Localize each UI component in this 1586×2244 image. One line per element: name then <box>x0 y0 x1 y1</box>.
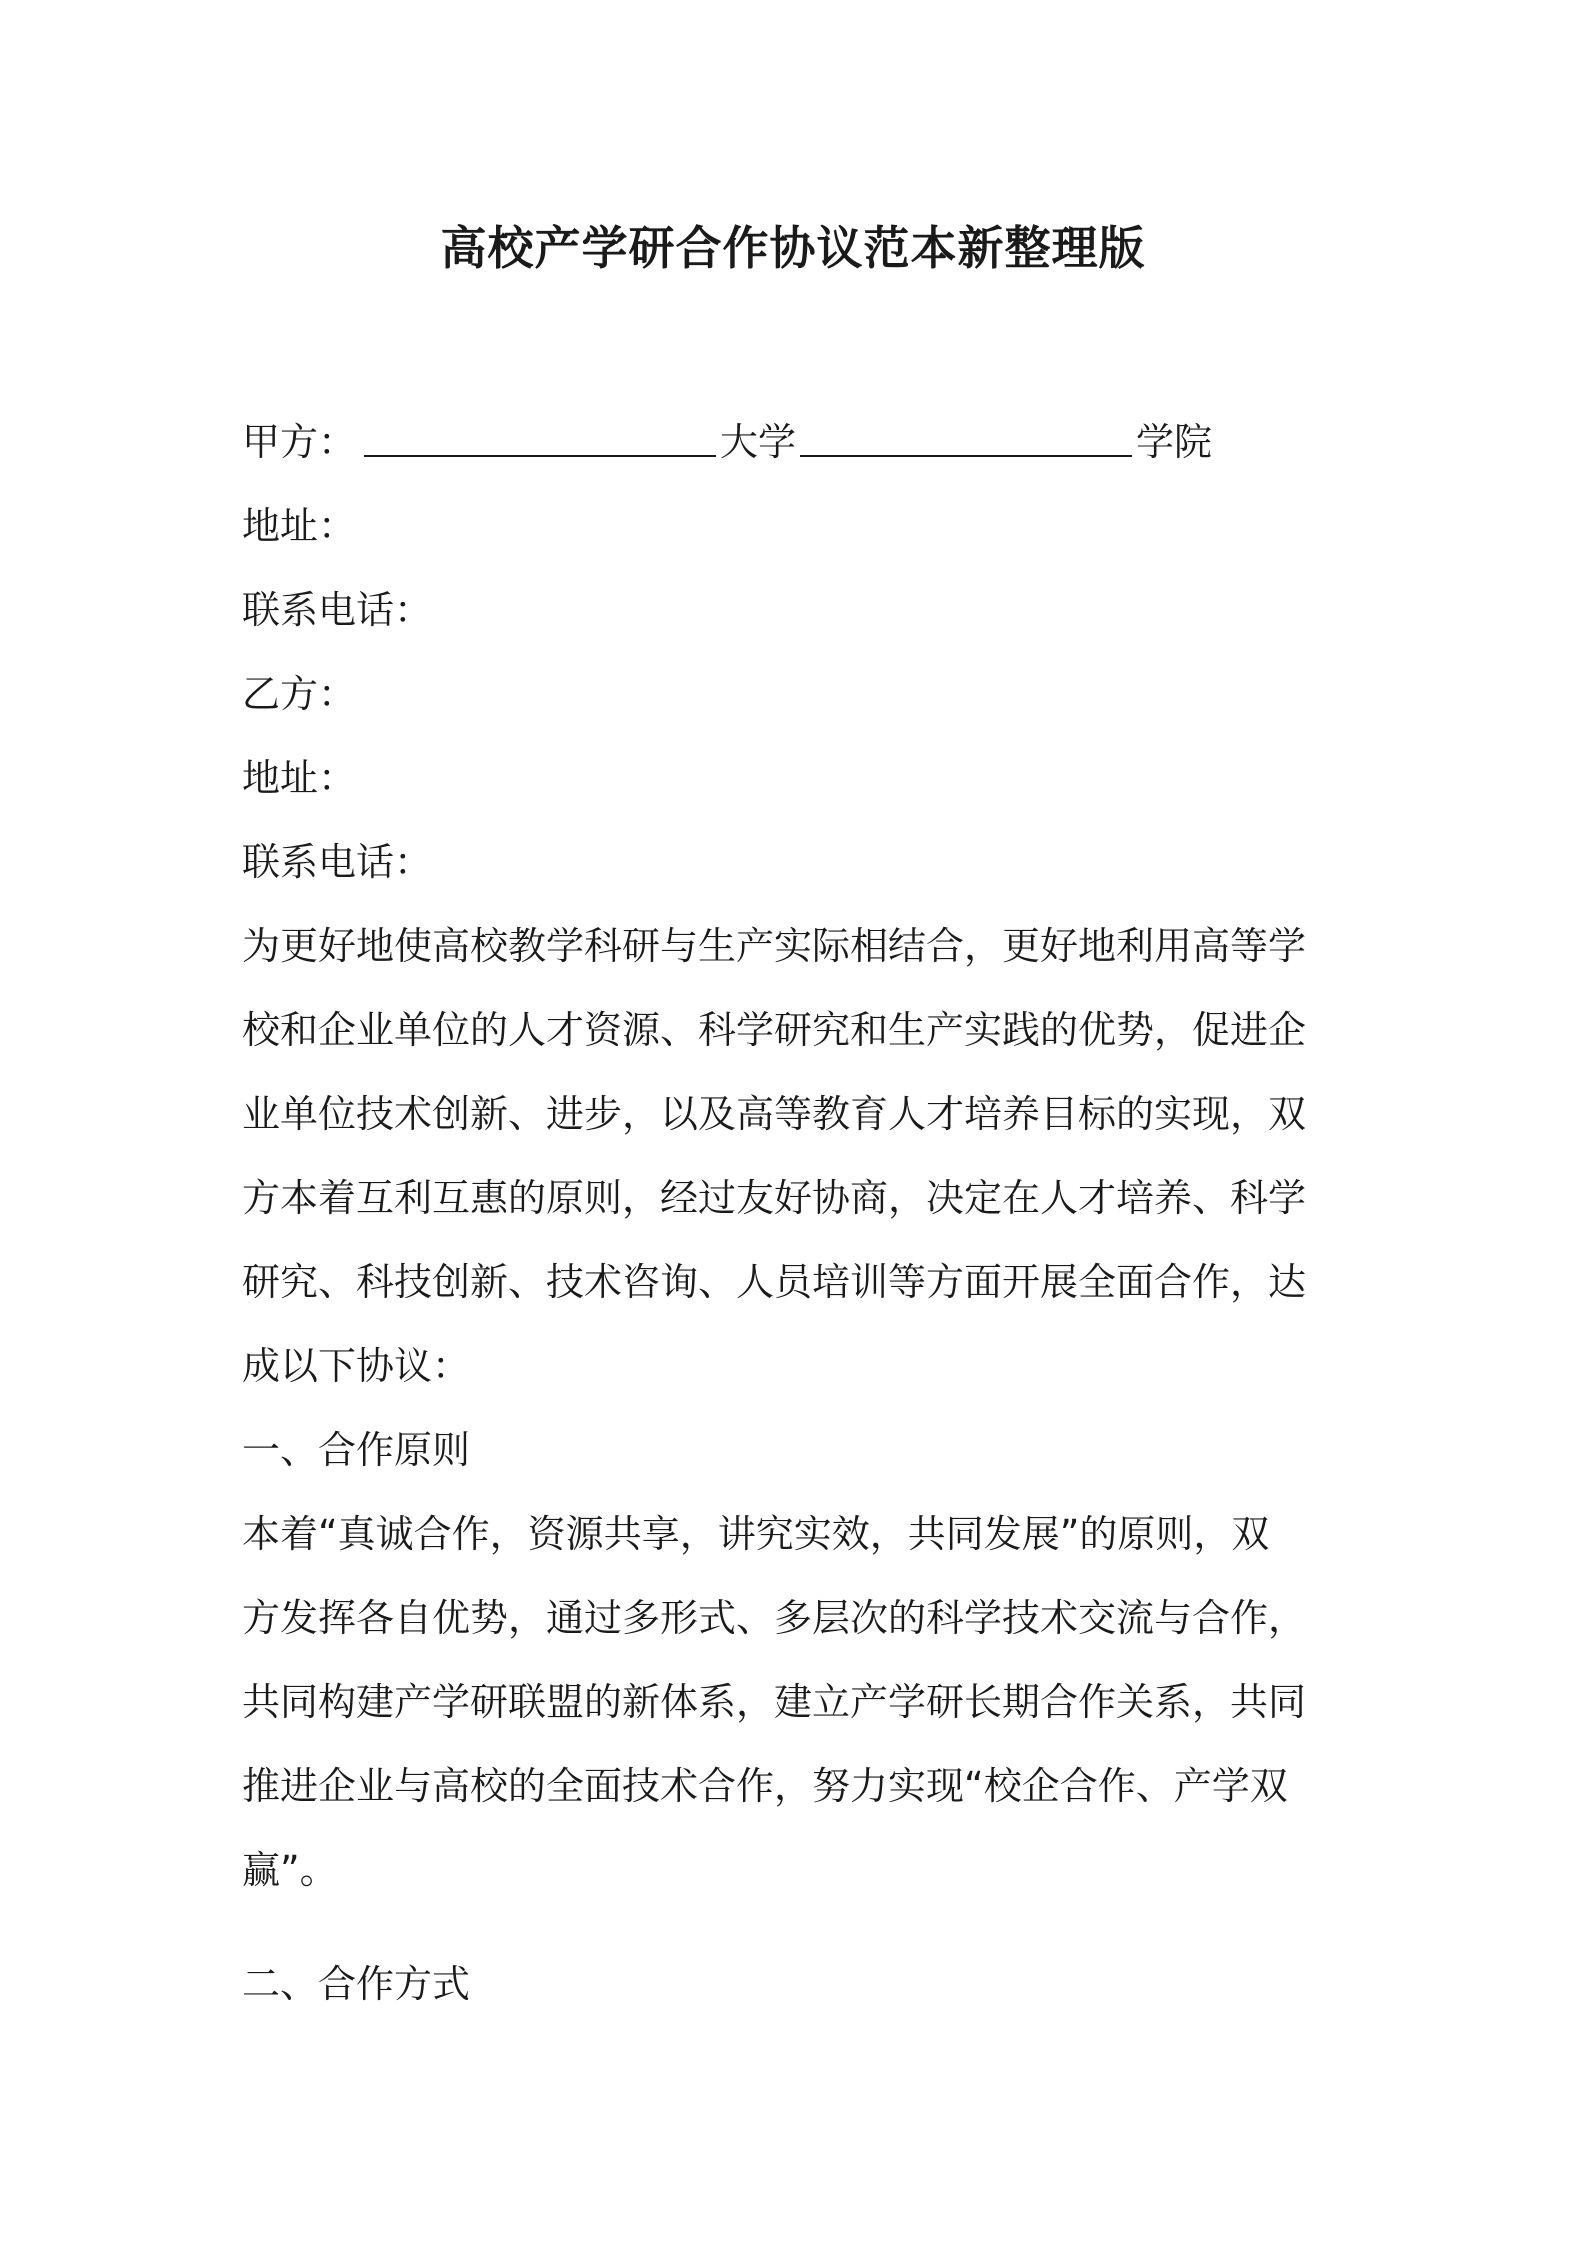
intro-line: 业单位技术创新、进步，以及高等教育人才培养目标的实现，双 <box>242 1092 1307 1136</box>
principles-line: 方发挥各自优势，通过多形式、多层次的科学技术交流与合作， <box>242 1596 1307 1640</box>
party-a-phone: 联系电话： <box>242 588 433 632</box>
principles-line: 共同构建产学研联盟的新体系，建立产学研长期合作关系，共同 <box>242 1680 1307 1724</box>
document-body <box>242 400 1362 2026</box>
party-a-line <box>242 400 1362 484</box>
party-a-address: 地址： <box>242 504 357 548</box>
intro-line: 研究、科技创新、技术咨询、人员培训等方面开展全面合作，达 <box>242 1260 1307 1304</box>
intro-line: 为更好地使高校教学科研与生产实际相结合，更好地利用高等学 <box>242 924 1307 968</box>
principles-line: 赢”。 <box>242 1848 338 1892</box>
college-name-blank <box>800 415 1132 457</box>
university-suffix: 大学 <box>720 420 797 464</box>
intro-line: 方本着互利互惠的原则，经过友好协商，决定在人才培养、科学 <box>242 1176 1307 1220</box>
principles-line: 本着“真诚合作，资源共享，讲究实效，共同发展”的原则，双 <box>242 1512 1270 1556</box>
section-heading-cooperation-mode: 二、合作方式 <box>242 1962 471 2006</box>
intro-line: 成以下协议： <box>242 1344 471 1388</box>
party-a-label: 甲方： <box>242 420 357 464</box>
party-b-address: 地址： <box>242 756 357 800</box>
intro-line: 校和企业单位的人才资源、科学研究和生产实践的优势，促进企 <box>242 1008 1307 1052</box>
party-b-phone: 联系电话： <box>242 840 433 884</box>
principles-line: 推进企业与高校的全面技术合作，努力实现“校企合作、产学双 <box>242 1764 1288 1808</box>
section-heading-principles: 一、合作原则 <box>242 1428 471 1472</box>
party-b-label: 乙方： <box>242 672 357 716</box>
university-name-blank <box>364 415 716 457</box>
college-suffix: 学院 <box>1136 420 1213 464</box>
document-title: 高校产学研合作协议范本新整理版 <box>440 221 1146 275</box>
section-spacer <box>242 1912 1362 1942</box>
